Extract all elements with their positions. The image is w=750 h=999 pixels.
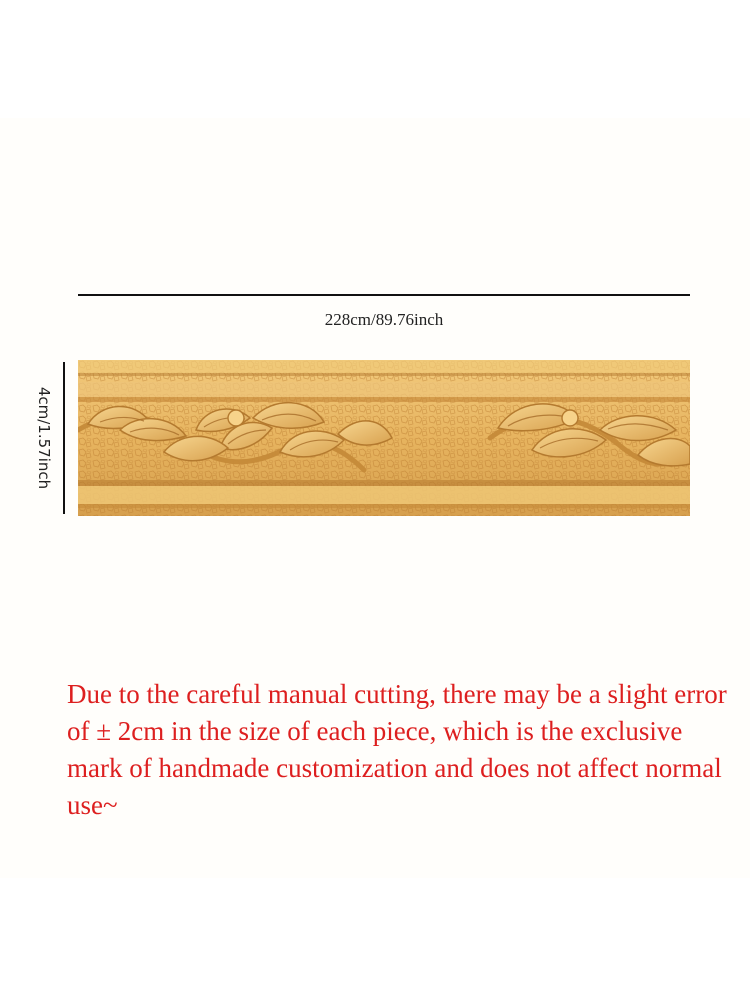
border-strip-image (78, 360, 690, 516)
height-dimension-label: 4cm/1.57inch (35, 386, 53, 490)
manual-cutting-note: Due to the careful manual cutting, there may be a slight error of ± 2cm in the size of each piece, which is the exclusive mark of handmade customization and does not affect normal use~ (67, 679, 727, 820)
width-dimension-line (78, 294, 690, 296)
width-dimension-label: 228cm/89.76inch (324, 310, 444, 329)
height-dimension-line (63, 362, 65, 514)
